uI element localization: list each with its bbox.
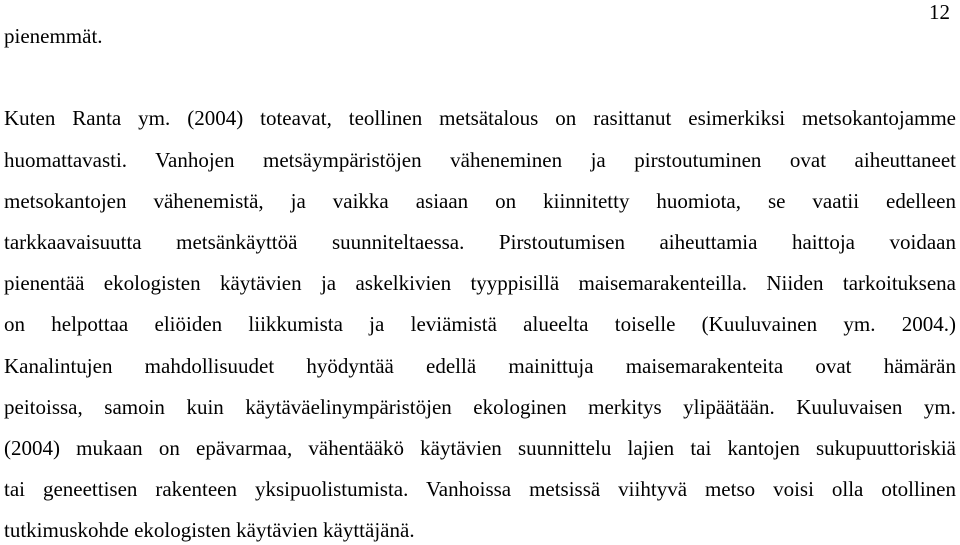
- text-line: on helpottaa eliöiden liikkumista ja leviämistä alueelta toiselle (Kuuluvainen ym. 2004.): [4, 312, 956, 336]
- text-line: pienemmät.: [4, 24, 103, 48]
- text-line: Kuten Ranta ym. (2004) toteavat, teollinen metsätalous on rasittanut esimerkiksi metsokantojamme: [4, 106, 956, 130]
- text-line: peitoissa, samoin kuin käytäväelinympäristöjen ekologinen merkitys ylipäätään. Kuuluvaisen ym.: [4, 395, 956, 419]
- text-line: Kanalintujen mahdollisuudet hyödyntää edellä mainittuja maisemarakenteita ovat hämärän: [4, 354, 956, 378]
- text-line: (2004) mukaan on epävarmaa, vähentääkö käytävien suunnittelu lajien tai kantojen sukupuuttoriskiä: [4, 436, 956, 460]
- text-line: tutkimuskohde ekologisten käytävien käyttäjänä.: [4, 518, 415, 542]
- page-number: 12: [929, 0, 950, 24]
- text-line: tarkkaavaisuutta metsänkäyttöä suunniteltaessa. Pirstoutumisen aiheuttamia haittoja voidaan: [4, 230, 956, 254]
- text-line: huomattavasti. Vanhojen metsäympäristöjen väheneminen ja pirstoutuminen ovat aiheuttaneet: [4, 148, 956, 172]
- text-line: metsokantojen vähenemistä, ja vaikka asiaan on kiinnitetty huomiota, se vaatii edelleen: [4, 189, 956, 213]
- text-line: pienentää ekologisten käytävien ja askelkivien tyyppisillä maisemarakenteilla. Niiden tarkoituksena: [4, 271, 956, 295]
- text-line: tai geneettisen rakenteen yksipuolistumista. Vanhoissa metsissä viihtyvä metso voisi olla otollinen: [4, 477, 956, 501]
